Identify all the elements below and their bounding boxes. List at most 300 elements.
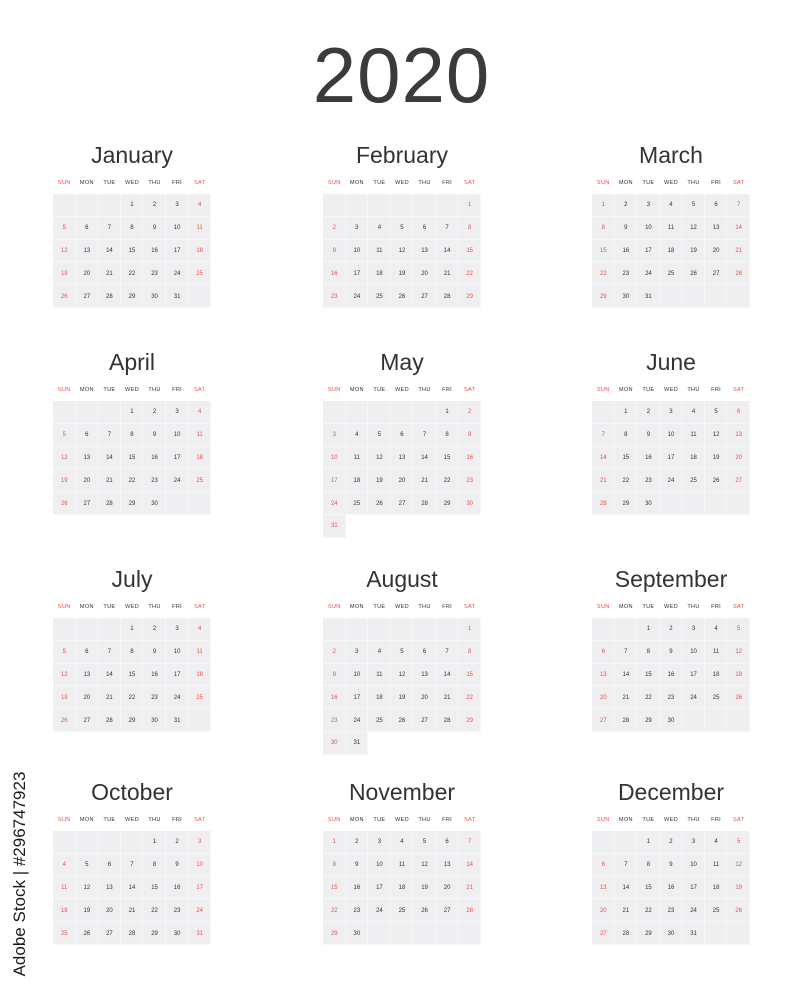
day-cell[interactable]: 29 (121, 492, 144, 515)
day-cell[interactable]: 1 (615, 401, 638, 424)
day-cell[interactable]: 21 (592, 469, 615, 492)
day-cell[interactable]: 19 (368, 469, 391, 492)
day-cell[interactable]: 3 (346, 217, 369, 240)
day-cell[interactable]: 26 (413, 899, 436, 922)
day-cell[interactable]: 21 (121, 899, 144, 922)
day-cell[interactable]: 5 (727, 618, 750, 641)
day-cell[interactable]: 7 (615, 854, 638, 877)
day-cell[interactable]: 25 (705, 899, 728, 922)
day-cell[interactable]: 19 (391, 686, 414, 709)
day-cell[interactable]: 18 (682, 447, 705, 470)
day-cell[interactable]: 19 (53, 686, 76, 709)
day-cell[interactable]: 11 (705, 854, 728, 877)
day-cell[interactable]: 27 (413, 285, 436, 308)
day-cell[interactable]: 11 (705, 641, 728, 664)
day-cell[interactable]: 13 (76, 447, 99, 470)
day-cell[interactable]: 11 (391, 854, 414, 877)
day-cell[interactable]: 18 (391, 877, 414, 900)
day-cell[interactable]: 20 (592, 899, 615, 922)
day-cell[interactable]: 2 (458, 401, 481, 424)
day-cell[interactable]: 2 (143, 401, 166, 424)
day-cell[interactable]: 23 (323, 709, 346, 732)
day-cell[interactable]: 2 (346, 831, 369, 854)
day-cell[interactable]: 15 (458, 240, 481, 263)
day-cell[interactable]: 25 (368, 285, 391, 308)
day-cell[interactable]: 4 (346, 424, 369, 447)
day-cell[interactable]: 10 (637, 217, 660, 240)
day-cell[interactable]: 11 (188, 641, 211, 664)
day-cell[interactable]: 10 (682, 854, 705, 877)
day-cell[interactable]: 8 (637, 641, 660, 664)
day-cell[interactable]: 22 (637, 686, 660, 709)
day-cell[interactable]: 8 (592, 217, 615, 240)
day-cell[interactable]: 17 (346, 686, 369, 709)
day-cell[interactable]: 26 (53, 492, 76, 515)
day-cell[interactable]: 12 (727, 854, 750, 877)
day-cell[interactable]: 10 (166, 424, 189, 447)
day-cell[interactable]: 9 (660, 854, 683, 877)
day-cell[interactable]: 20 (76, 469, 99, 492)
day-cell[interactable]: 9 (660, 641, 683, 664)
day-cell[interactable]: 20 (436, 877, 459, 900)
day-cell[interactable]: 15 (143, 877, 166, 900)
day-cell[interactable]: 24 (660, 469, 683, 492)
day-cell[interactable]: 4 (660, 194, 683, 217)
day-cell[interactable]: 26 (53, 709, 76, 732)
day-cell[interactable]: 20 (727, 447, 750, 470)
day-cell[interactable]: 19 (413, 877, 436, 900)
day-cell[interactable]: 10 (323, 447, 346, 470)
day-cell[interactable]: 27 (76, 709, 99, 732)
day-cell[interactable]: 23 (346, 899, 369, 922)
day-cell[interactable]: 11 (188, 424, 211, 447)
day-cell[interactable]: 18 (368, 262, 391, 285)
day-cell[interactable]: 31 (323, 515, 346, 538)
day-cell[interactable]: 24 (346, 285, 369, 308)
day-cell[interactable]: 17 (346, 262, 369, 285)
day-cell[interactable]: 21 (615, 899, 638, 922)
day-cell[interactable]: 10 (346, 240, 369, 263)
day-cell[interactable]: 9 (323, 240, 346, 263)
day-cell[interactable]: 17 (682, 877, 705, 900)
day-cell[interactable]: 25 (188, 262, 211, 285)
day-cell[interactable]: 3 (346, 641, 369, 664)
day-cell[interactable]: 25 (188, 469, 211, 492)
day-cell[interactable]: 12 (682, 217, 705, 240)
day-cell[interactable]: 5 (727, 831, 750, 854)
day-cell[interactable]: 21 (413, 469, 436, 492)
day-cell[interactable]: 15 (436, 447, 459, 470)
day-cell[interactable]: 28 (121, 922, 144, 945)
day-cell[interactable]: 30 (615, 285, 638, 308)
day-cell[interactable]: 19 (76, 899, 99, 922)
day-cell[interactable]: 6 (436, 831, 459, 854)
day-cell[interactable]: 1 (458, 194, 481, 217)
day-cell[interactable]: 18 (368, 686, 391, 709)
day-cell[interactable]: 6 (592, 641, 615, 664)
day-cell[interactable]: 20 (76, 262, 99, 285)
day-cell[interactable]: 8 (121, 641, 144, 664)
day-cell[interactable]: 22 (121, 262, 144, 285)
day-cell[interactable]: 23 (458, 469, 481, 492)
day-cell[interactable]: 26 (682, 262, 705, 285)
day-cell[interactable]: 2 (323, 641, 346, 664)
day-cell[interactable]: 9 (637, 424, 660, 447)
day-cell[interactable]: 28 (98, 709, 121, 732)
day-cell[interactable]: 12 (391, 240, 414, 263)
day-cell[interactable]: 23 (166, 899, 189, 922)
day-cell[interactable]: 17 (637, 240, 660, 263)
day-cell[interactable]: 8 (121, 424, 144, 447)
day-cell[interactable]: 24 (368, 899, 391, 922)
day-cell[interactable]: 27 (592, 709, 615, 732)
day-cell[interactable]: 5 (53, 217, 76, 240)
day-cell[interactable]: 20 (413, 262, 436, 285)
day-cell[interactable]: 18 (188, 240, 211, 263)
day-cell[interactable]: 14 (727, 217, 750, 240)
day-cell[interactable]: 31 (188, 922, 211, 945)
day-cell[interactable]: 8 (615, 424, 638, 447)
day-cell[interactable]: 28 (458, 899, 481, 922)
day-cell[interactable]: 28 (592, 492, 615, 515)
day-cell[interactable]: 10 (166, 641, 189, 664)
day-cell[interactable]: 8 (458, 217, 481, 240)
day-cell[interactable]: 22 (436, 469, 459, 492)
day-cell[interactable]: 25 (705, 686, 728, 709)
day-cell[interactable]: 3 (368, 831, 391, 854)
day-cell[interactable]: 16 (143, 447, 166, 470)
day-cell[interactable]: 30 (323, 732, 346, 755)
day-cell[interactable]: 22 (121, 469, 144, 492)
day-cell[interactable]: 4 (368, 217, 391, 240)
day-cell[interactable]: 1 (121, 401, 144, 424)
day-cell[interactable]: 27 (592, 922, 615, 945)
day-cell[interactable]: 12 (53, 240, 76, 263)
day-cell[interactable]: 7 (592, 424, 615, 447)
day-cell[interactable]: 8 (458, 641, 481, 664)
day-cell[interactable]: 21 (436, 686, 459, 709)
day-cell[interactable]: 11 (53, 877, 76, 900)
day-cell[interactable]: 30 (143, 709, 166, 732)
day-cell[interactable]: 19 (705, 447, 728, 470)
day-cell[interactable]: 28 (98, 492, 121, 515)
day-cell[interactable]: 2 (660, 618, 683, 641)
day-cell[interactable]: 9 (143, 641, 166, 664)
day-cell[interactable]: 5 (76, 854, 99, 877)
day-cell[interactable]: 5 (368, 424, 391, 447)
day-cell[interactable]: 19 (682, 240, 705, 263)
day-cell[interactable]: 3 (660, 401, 683, 424)
day-cell[interactable]: 23 (323, 285, 346, 308)
day-cell[interactable]: 14 (121, 877, 144, 900)
day-cell[interactable]: 12 (413, 854, 436, 877)
day-cell[interactable]: 5 (682, 194, 705, 217)
day-cell[interactable]: 16 (660, 664, 683, 687)
day-cell[interactable]: 18 (705, 664, 728, 687)
day-cell[interactable]: 13 (413, 664, 436, 687)
day-cell[interactable]: 3 (323, 424, 346, 447)
day-cell[interactable]: 26 (727, 686, 750, 709)
day-cell[interactable]: 21 (615, 686, 638, 709)
day-cell[interactable]: 1 (121, 194, 144, 217)
day-cell[interactable]: 21 (98, 262, 121, 285)
day-cell[interactable]: 2 (166, 831, 189, 854)
day-cell[interactable]: 30 (637, 492, 660, 515)
day-cell[interactable]: 9 (166, 854, 189, 877)
day-cell[interactable]: 10 (166, 217, 189, 240)
day-cell[interactable]: 9 (143, 217, 166, 240)
day-cell[interactable]: 7 (98, 641, 121, 664)
day-cell[interactable]: 2 (143, 618, 166, 641)
day-cell[interactable]: 15 (458, 664, 481, 687)
day-cell[interactable]: 21 (727, 240, 750, 263)
day-cell[interactable]: 29 (615, 492, 638, 515)
day-cell[interactable]: 29 (458, 285, 481, 308)
day-cell[interactable]: 15 (323, 877, 346, 900)
day-cell[interactable]: 30 (346, 922, 369, 945)
day-cell[interactable]: 29 (121, 709, 144, 732)
day-cell[interactable]: 25 (346, 492, 369, 515)
day-cell[interactable]: 16 (323, 686, 346, 709)
day-cell[interactable]: 29 (637, 922, 660, 945)
day-cell[interactable]: 22 (458, 686, 481, 709)
day-cell[interactable]: 22 (323, 899, 346, 922)
day-cell[interactable]: 22 (615, 469, 638, 492)
day-cell[interactable]: 5 (391, 217, 414, 240)
day-cell[interactable]: 6 (76, 217, 99, 240)
day-cell[interactable]: 7 (121, 854, 144, 877)
day-cell[interactable]: 12 (76, 877, 99, 900)
day-cell[interactable]: 6 (391, 424, 414, 447)
day-cell[interactable]: 24 (166, 262, 189, 285)
day-cell[interactable]: 13 (436, 854, 459, 877)
day-cell[interactable]: 31 (346, 732, 369, 755)
day-cell[interactable]: 21 (98, 469, 121, 492)
day-cell[interactable]: 27 (436, 899, 459, 922)
day-cell[interactable]: 28 (436, 709, 459, 732)
day-cell[interactable]: 23 (143, 262, 166, 285)
day-cell[interactable]: 6 (76, 641, 99, 664)
day-cell[interactable]: 20 (705, 240, 728, 263)
day-cell[interactable]: 13 (98, 877, 121, 900)
day-cell[interactable]: 14 (98, 447, 121, 470)
day-cell[interactable]: 1 (637, 618, 660, 641)
day-cell[interactable]: 12 (391, 664, 414, 687)
day-cell[interactable]: 26 (391, 285, 414, 308)
day-cell[interactable]: 14 (615, 877, 638, 900)
day-cell[interactable]: 26 (53, 285, 76, 308)
day-cell[interactable]: 8 (143, 854, 166, 877)
day-cell[interactable]: 20 (76, 686, 99, 709)
day-cell[interactable]: 15 (121, 664, 144, 687)
day-cell[interactable]: 13 (592, 877, 615, 900)
day-cell[interactable]: 9 (346, 854, 369, 877)
day-cell[interactable]: 9 (615, 217, 638, 240)
day-cell[interactable]: 1 (458, 618, 481, 641)
day-cell[interactable]: 5 (53, 424, 76, 447)
day-cell[interactable]: 13 (413, 240, 436, 263)
day-cell[interactable]: 14 (436, 664, 459, 687)
day-cell[interactable]: 3 (166, 618, 189, 641)
day-cell[interactable]: 16 (143, 240, 166, 263)
day-cell[interactable]: 4 (705, 618, 728, 641)
day-cell[interactable]: 7 (436, 641, 459, 664)
day-cell[interactable]: 24 (166, 686, 189, 709)
day-cell[interactable]: 21 (98, 686, 121, 709)
day-cell[interactable]: 5 (413, 831, 436, 854)
day-cell[interactable]: 27 (727, 469, 750, 492)
day-cell[interactable]: 23 (637, 469, 660, 492)
day-cell[interactable]: 16 (615, 240, 638, 263)
day-cell[interactable]: 3 (682, 831, 705, 854)
day-cell[interactable]: 18 (188, 664, 211, 687)
day-cell[interactable]: 1 (592, 194, 615, 217)
day-cell[interactable]: 30 (458, 492, 481, 515)
day-cell[interactable]: 27 (391, 492, 414, 515)
day-cell[interactable]: 18 (705, 877, 728, 900)
day-cell[interactable]: 12 (53, 664, 76, 687)
day-cell[interactable]: 13 (76, 240, 99, 263)
day-cell[interactable]: 6 (705, 194, 728, 217)
day-cell[interactable]: 25 (53, 922, 76, 945)
day-cell[interactable]: 9 (323, 664, 346, 687)
day-cell[interactable]: 13 (391, 447, 414, 470)
day-cell[interactable]: 16 (346, 877, 369, 900)
day-cell[interactable]: 23 (660, 686, 683, 709)
day-cell[interactable]: 19 (391, 262, 414, 285)
day-cell[interactable]: 10 (346, 664, 369, 687)
day-cell[interactable]: 21 (458, 877, 481, 900)
day-cell[interactable]: 19 (727, 877, 750, 900)
day-cell[interactable]: 17 (188, 877, 211, 900)
day-cell[interactable]: 7 (436, 217, 459, 240)
day-cell[interactable]: 22 (637, 899, 660, 922)
day-cell[interactable]: 17 (166, 664, 189, 687)
day-cell[interactable]: 11 (368, 240, 391, 263)
day-cell[interactable]: 11 (682, 424, 705, 447)
day-cell[interactable]: 19 (53, 469, 76, 492)
day-cell[interactable]: 1 (637, 831, 660, 854)
day-cell[interactable]: 29 (436, 492, 459, 515)
day-cell[interactable]: 14 (436, 240, 459, 263)
day-cell[interactable]: 7 (615, 641, 638, 664)
day-cell[interactable]: 13 (592, 664, 615, 687)
day-cell[interactable]: 22 (121, 686, 144, 709)
day-cell[interactable]: 20 (413, 686, 436, 709)
day-cell[interactable]: 29 (592, 285, 615, 308)
day-cell[interactable]: 12 (727, 641, 750, 664)
day-cell[interactable]: 16 (458, 447, 481, 470)
day-cell[interactable]: 13 (76, 664, 99, 687)
day-cell[interactable]: 12 (368, 447, 391, 470)
day-cell[interactable]: 11 (346, 447, 369, 470)
day-cell[interactable]: 21 (436, 262, 459, 285)
day-cell[interactable]: 31 (166, 709, 189, 732)
day-cell[interactable]: 1 (436, 401, 459, 424)
day-cell[interactable]: 9 (143, 424, 166, 447)
day-cell[interactable]: 17 (166, 240, 189, 263)
day-cell[interactable]: 19 (727, 664, 750, 687)
day-cell[interactable]: 24 (323, 492, 346, 515)
day-cell[interactable]: 7 (458, 831, 481, 854)
day-cell[interactable]: 4 (391, 831, 414, 854)
day-cell[interactable]: 16 (660, 877, 683, 900)
day-cell[interactable]: 26 (391, 709, 414, 732)
day-cell[interactable]: 7 (413, 424, 436, 447)
day-cell[interactable]: 26 (368, 492, 391, 515)
day-cell[interactable]: 6 (76, 424, 99, 447)
day-cell[interactable]: 22 (592, 262, 615, 285)
day-cell[interactable]: 7 (98, 424, 121, 447)
day-cell[interactable]: 17 (660, 447, 683, 470)
day-cell[interactable]: 8 (637, 854, 660, 877)
day-cell[interactable]: 18 (346, 469, 369, 492)
day-cell[interactable]: 6 (413, 217, 436, 240)
day-cell[interactable]: 26 (727, 899, 750, 922)
day-cell[interactable]: 27 (705, 262, 728, 285)
day-cell[interactable]: 25 (391, 899, 414, 922)
day-cell[interactable]: 4 (53, 854, 76, 877)
day-cell[interactable]: 2 (615, 194, 638, 217)
day-cell[interactable]: 29 (143, 922, 166, 945)
day-cell[interactable]: 17 (323, 469, 346, 492)
day-cell[interactable]: 22 (143, 899, 166, 922)
day-cell[interactable]: 11 (660, 217, 683, 240)
day-cell[interactable]: 30 (660, 922, 683, 945)
day-cell[interactable]: 28 (98, 285, 121, 308)
day-cell[interactable]: 9 (458, 424, 481, 447)
day-cell[interactable]: 8 (121, 217, 144, 240)
day-cell[interactable]: 11 (188, 217, 211, 240)
day-cell[interactable]: 4 (705, 831, 728, 854)
day-cell[interactable]: 14 (98, 664, 121, 687)
day-cell[interactable]: 24 (682, 686, 705, 709)
day-cell[interactable]: 10 (660, 424, 683, 447)
day-cell[interactable]: 3 (637, 194, 660, 217)
day-cell[interactable]: 30 (143, 492, 166, 515)
day-cell[interactable]: 20 (391, 469, 414, 492)
day-cell[interactable]: 18 (188, 447, 211, 470)
day-cell[interactable]: 2 (637, 401, 660, 424)
day-cell[interactable]: 1 (323, 831, 346, 854)
day-cell[interactable]: 27 (98, 922, 121, 945)
day-cell[interactable]: 18 (53, 899, 76, 922)
day-cell[interactable]: 10 (368, 854, 391, 877)
day-cell[interactable]: 24 (346, 709, 369, 732)
day-cell[interactable]: 3 (682, 618, 705, 641)
day-cell[interactable]: 10 (188, 854, 211, 877)
day-cell[interactable]: 28 (727, 262, 750, 285)
day-cell[interactable]: 3 (188, 831, 211, 854)
day-cell[interactable]: 8 (436, 424, 459, 447)
day-cell[interactable]: 27 (76, 492, 99, 515)
day-cell[interactable]: 29 (121, 285, 144, 308)
day-cell[interactable]: 14 (98, 240, 121, 263)
day-cell[interactable]: 31 (682, 922, 705, 945)
day-cell[interactable]: 6 (592, 854, 615, 877)
day-cell[interactable]: 23 (615, 262, 638, 285)
day-cell[interactable]: 16 (323, 262, 346, 285)
day-cell[interactable]: 17 (368, 877, 391, 900)
day-cell[interactable]: 26 (705, 469, 728, 492)
day-cell[interactable]: 23 (143, 686, 166, 709)
day-cell[interactable]: 15 (615, 447, 638, 470)
day-cell[interactable]: 1 (143, 831, 166, 854)
day-cell[interactable]: 31 (166, 285, 189, 308)
day-cell[interactable]: 18 (660, 240, 683, 263)
day-cell[interactable]: 25 (660, 262, 683, 285)
day-cell[interactable]: 25 (368, 709, 391, 732)
